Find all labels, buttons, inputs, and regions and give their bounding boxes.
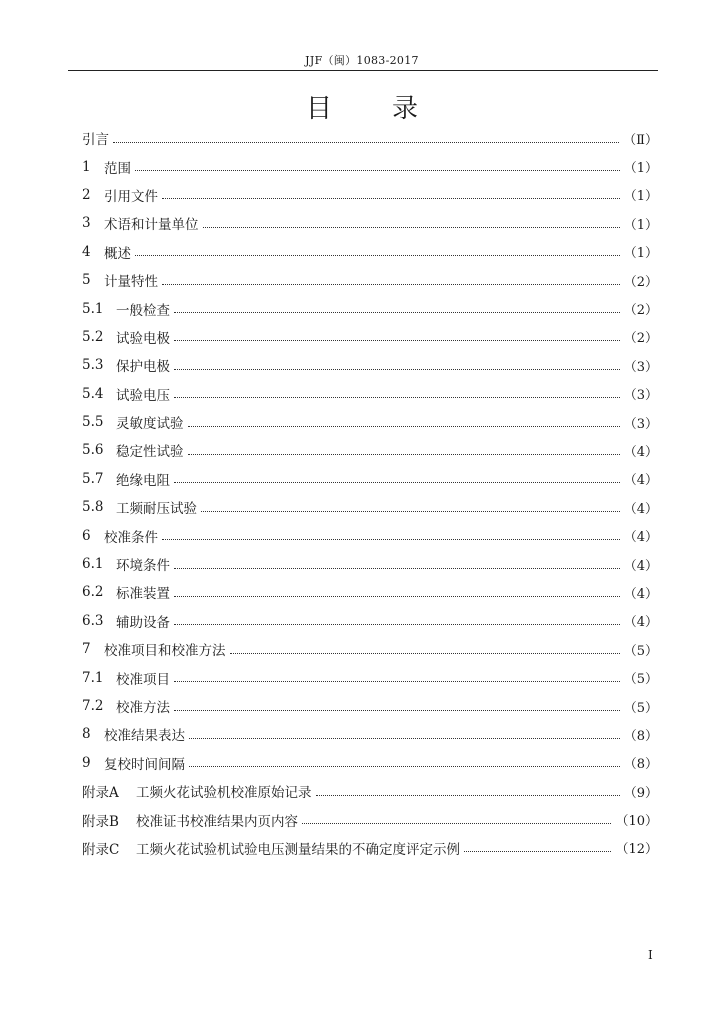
toc-entry-page: （4）	[623, 473, 658, 489]
toc-entry-5[interactable]	[82, 266, 658, 294]
toc-entry-page: （4）	[623, 501, 658, 517]
toc-entry-label: 校准条件	[104, 529, 158, 546]
dot-leader	[174, 596, 620, 597]
dot-leader	[174, 568, 620, 569]
toc-entry-number: 9	[82, 754, 91, 771]
dot-leader	[162, 198, 620, 199]
toc-entry-page: （8）	[623, 728, 658, 744]
toc-entry-label: 标准装置	[116, 586, 170, 603]
toc-entry-number: 6.2	[82, 584, 104, 601]
dot-leader	[189, 766, 620, 767]
toc-entry-5-4[interactable]	[82, 380, 658, 408]
toc-entry-label: 工频耐压试验	[116, 501, 197, 518]
toc-entry-page: （10）	[615, 814, 658, 830]
toc-entry-7[interactable]	[82, 635, 658, 663]
toc-entry-5-7[interactable]	[82, 465, 658, 493]
dot-leader	[464, 851, 611, 852]
toc-entry-number: 5.5	[82, 414, 104, 431]
toc-entry-2[interactable]	[82, 181, 658, 209]
toc-entry-label: 工频火花试验机校准原始记录	[136, 785, 312, 802]
toc-entry-label: 保护电极	[116, 359, 170, 376]
toc-entry-number: 6.3	[82, 612, 104, 629]
toc-entry-label: 术语和计量单位	[104, 217, 199, 234]
toc-entry-page: （2）	[623, 331, 658, 347]
toc-entry-label: 计量特性	[104, 274, 158, 291]
toc-entry-9[interactable]	[82, 749, 658, 777]
toc-entry-intro[interactable]	[82, 124, 658, 152]
dot-leader	[174, 312, 620, 313]
toc-entry-page: （2）	[623, 303, 658, 319]
toc-entry-number: 2	[82, 186, 91, 203]
toc-entry-number: 7.1	[82, 669, 104, 686]
toc-entry-label: 概述	[104, 245, 131, 262]
toc-entry-5-8[interactable]	[82, 493, 658, 521]
dot-leader	[203, 227, 620, 228]
dot-leader	[188, 454, 620, 455]
toc-entry-number: 5.4	[82, 385, 104, 402]
toc-entry-number: 8	[82, 726, 91, 743]
toc-entry-label: 环境条件	[116, 558, 170, 575]
toc-entry-label: 绝缘电阻	[116, 472, 170, 489]
toc-entry-7-2[interactable]	[82, 692, 658, 720]
dot-leader	[174, 482, 620, 483]
toc-entry-5-2[interactable]	[82, 323, 658, 351]
toc-entry-page: （4）	[623, 444, 658, 460]
toc-entry-4[interactable]	[82, 238, 658, 266]
toc-entry-page: （1）	[623, 217, 658, 233]
toc-entry-number: 4	[82, 243, 91, 260]
dot-leader	[302, 823, 611, 824]
toc-entry-number: 6	[82, 527, 91, 544]
dot-leader	[174, 624, 620, 625]
table-of-contents	[82, 124, 658, 862]
toc-entry-page: （3）	[623, 388, 658, 404]
toc-entry-appendix-a[interactable]	[82, 777, 658, 805]
toc-entry-number: 附录C	[82, 841, 120, 858]
toc-entry-page: （4）	[623, 586, 658, 602]
toc-entry-label: 试验电极	[116, 330, 170, 347]
toc-entry-label: 灵敏度试验	[116, 416, 184, 433]
toc-entry-label: 校准结果表达	[104, 728, 185, 745]
toc-entry-8[interactable]	[82, 720, 658, 748]
toc-entry-label: 引用文件	[104, 188, 158, 205]
toc-entry-number: 5.8	[82, 499, 104, 516]
toc-entry-number: 5.3	[82, 357, 104, 374]
toc-entry-page: （1）	[623, 161, 658, 177]
toc-entry-label: 工频火花试验机试验电压测量结果的不确定度评定示例	[136, 841, 460, 858]
dot-leader	[135, 170, 620, 171]
toc-entry-label: 复校时间间隔	[104, 756, 185, 773]
toc-entry-number: 5.7	[82, 470, 104, 487]
toc-entry-label: 试验电压	[116, 387, 170, 404]
toc-entry-page: （4）	[623, 558, 658, 574]
toc-entry-page: （9）	[623, 785, 658, 801]
dot-leader	[189, 738, 620, 739]
page-title: 目录	[305, 94, 478, 124]
toc-entry-6-3[interactable]	[82, 607, 658, 635]
toc-entry-page: （5）	[623, 672, 658, 688]
toc-entry-label: 校准项目和校准方法	[104, 643, 226, 660]
dot-leader	[174, 710, 620, 711]
document-code: JJF（闽）1083-2017	[305, 54, 419, 67]
toc-entry-number: 5.2	[82, 328, 104, 345]
toc-entry-appendix-c[interactable]	[82, 834, 658, 862]
dot-leader	[230, 653, 620, 654]
toc-entry-page: （5）	[623, 643, 658, 659]
toc-entry-number: 6.1	[82, 556, 104, 573]
dot-leader	[316, 795, 620, 796]
dot-leader	[162, 284, 620, 285]
toc-entry-1[interactable]	[82, 152, 658, 180]
page-number: I	[648, 948, 653, 962]
toc-entry-6-1[interactable]	[82, 550, 658, 578]
toc-entry-5-1[interactable]	[82, 294, 658, 322]
toc-entry-label: 引言	[82, 132, 109, 149]
dot-leader	[174, 369, 620, 370]
toc-entry-page: （4）	[623, 615, 658, 631]
toc-entry-label: 校准项目	[116, 671, 170, 688]
toc-entry-number: 附录A	[82, 785, 119, 802]
toc-entry-6-2[interactable]	[82, 578, 658, 606]
dot-leader	[113, 142, 619, 143]
dot-leader	[188, 426, 620, 427]
toc-entry-label: 校准证书校准结果内页内容	[136, 813, 298, 830]
toc-entry-5-3[interactable]	[82, 351, 658, 379]
toc-entry-page: （1）	[623, 246, 658, 262]
toc-entry-label: 校准方法	[116, 700, 170, 716]
toc-entry-page: （8）	[623, 757, 658, 773]
dot-leader	[201, 511, 620, 512]
dot-leader	[162, 539, 620, 540]
toc-entry-3[interactable]	[82, 209, 658, 237]
toc-entry-number: 附录B	[82, 813, 119, 830]
toc-entry-5-6[interactable]	[82, 436, 658, 464]
toc-entry-page: （4）	[623, 530, 658, 546]
toc-entry-label: 辅助设备	[116, 614, 170, 631]
header-rule	[68, 70, 658, 71]
toc-entry-number: 5	[82, 272, 91, 289]
toc-entry-page: （5）	[623, 700, 658, 716]
toc-entry-label: 一般检查	[116, 302, 170, 319]
dot-leader	[174, 340, 620, 341]
dot-leader	[135, 255, 620, 256]
toc-entry-page: （2）	[623, 274, 658, 290]
toc-entry-label: 稳定性试验	[116, 444, 184, 461]
toc-entry-page: （12）	[615, 842, 658, 858]
toc-entry-appendix-b[interactable]	[82, 805, 658, 833]
toc-entry-page: （3）	[623, 359, 658, 375]
toc-entry-number: 7	[82, 641, 91, 658]
toc-entry-label: 范围	[104, 160, 131, 177]
dot-leader	[174, 681, 620, 682]
toc-entry-page: （3）	[623, 416, 658, 432]
toc-entry-number: 7.2	[82, 698, 104, 714]
toc-entry-6[interactable]	[82, 521, 658, 549]
dot-leader	[174, 397, 620, 398]
toc-entry-number: 3	[82, 215, 91, 232]
toc-entry-7-1[interactable]	[82, 663, 658, 691]
toc-entry-page: （1）	[623, 189, 658, 205]
toc-entry-number: 5.1	[82, 300, 104, 317]
toc-entry-number: 5.6	[82, 442, 104, 459]
toc-entry-number: 1	[82, 158, 91, 175]
toc-entry-5-5[interactable]	[82, 408, 658, 436]
toc-entry-page: （Ⅱ）	[623, 132, 658, 148]
